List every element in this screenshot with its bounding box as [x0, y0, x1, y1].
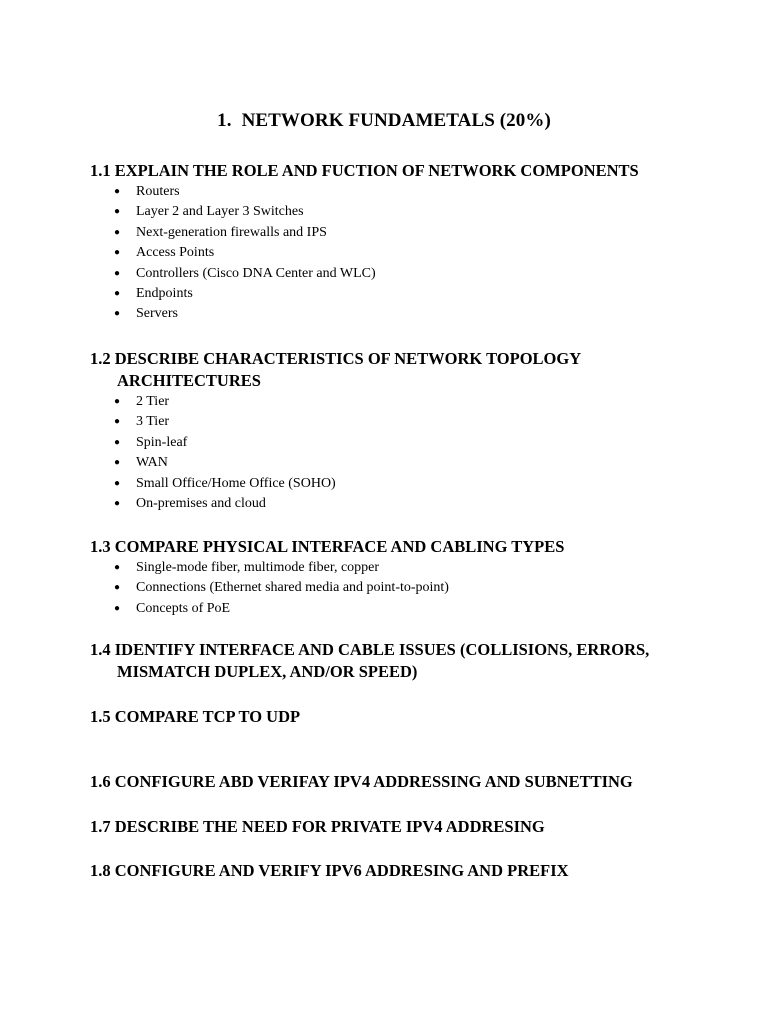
list-item: ● Endpoints: [90, 284, 730, 304]
section-heading: 1.3 COMPARE PHYSICAL INTERFACE AND CABLING TYPES: [90, 537, 565, 556]
list-item: ● Servers: [90, 304, 730, 324]
section-1-4: [90, 639, 730, 683]
list-item: ● Layer 2 and Layer 3 Switches: [90, 202, 730, 222]
bullet-icon: ●: [114, 477, 121, 489]
section-1-3: [90, 536, 730, 619]
list-item: ● Controllers (Cisco DNA Center and WLC): [90, 264, 730, 284]
page-title: [0, 110, 768, 132]
list-item: ● WAN: [90, 453, 730, 473]
bullet-list: [90, 558, 730, 619]
bullet-icon: ●: [114, 287, 121, 299]
bullet-icon: ●: [114, 562, 121, 573]
section-heading: 1.1 EXPLAIN THE ROLE AND FUCTION OF NETWORK COMPONENTS: [90, 161, 639, 180]
list-item: ● Concepts of PoE: [90, 599, 730, 619]
bullet-icon: ●: [114, 267, 121, 279]
bullet-icon: ●: [114, 436, 121, 448]
bullet-icon: ●: [114, 497, 121, 509]
bullet-icon: ●: [114, 247, 121, 259]
section-heading: 1.7 DESCRIBE THE NEED FOR PRIVATE IPV4 ADDRESING: [90, 817, 545, 836]
section-heading: 1.2 DESCRIBE CHARACTERISTICS OF NETWORK TOPOLOGY ARCHITECTURES: [90, 349, 581, 390]
list-item: ● 2 Tier: [90, 392, 730, 412]
title-number: 1.: [217, 110, 232, 131]
bullet-list: [90, 392, 730, 514]
bullet-list: [90, 182, 730, 325]
section-heading: 1.6 CONFIGURE ABD VERIFAY IPV4 ADDRESSING AND SUBNETTING: [90, 772, 633, 791]
list-item: ● Connections (Ethernet shared media and point-to-point): [90, 578, 730, 598]
section-heading: 1.5 COMPARE TCP TO UDP: [90, 707, 301, 726]
list-item: ● Small Office/Home Office (SOHO): [90, 474, 730, 494]
list-item: ● 3 Tier: [90, 412, 730, 432]
section-1-2: [90, 348, 730, 514]
bullet-icon: ●: [114, 582, 121, 594]
section-1-6: [90, 771, 730, 793]
section-heading: 1.4 IDENTIFY INTERFACE AND CABLE ISSUES (COLLISIONS, ERRORS, MISMATCH DUPLEX, AND/OR SPEED): [90, 640, 650, 681]
list-item: ● Single-mode fiber, multimode fiber, copper: [90, 558, 730, 578]
bullet-icon: ●: [114, 457, 121, 469]
list-item: ● On-premises and cloud: [90, 494, 730, 514]
bullet-icon: ●: [114, 308, 121, 320]
title-text: NETWORK FUNDAMETALS (20%): [241, 110, 551, 131]
list-item: ● Spin-leaf: [90, 433, 730, 453]
list-item: ● Access Points: [90, 243, 730, 263]
section-1-7: [90, 816, 730, 838]
list-item: ● Routers: [90, 182, 730, 202]
section-1-8: [90, 860, 730, 882]
bullet-icon: ●: [114, 416, 121, 428]
bullet-icon: ●: [114, 226, 121, 238]
section-1-1: [90, 160, 730, 325]
list-item: ● Next-generation firewalls and IPS: [90, 223, 730, 243]
bullet-icon: ●: [114, 186, 121, 197]
bullet-icon: ●: [114, 206, 121, 218]
bullet-icon: ●: [114, 602, 121, 614]
bullet-icon: ●: [114, 396, 121, 407]
section-1-5: [90, 706, 730, 728]
section-heading: 1.8 CONFIGURE AND VERIFY IPV6 ADDRESING AND PREFIX: [90, 861, 569, 880]
